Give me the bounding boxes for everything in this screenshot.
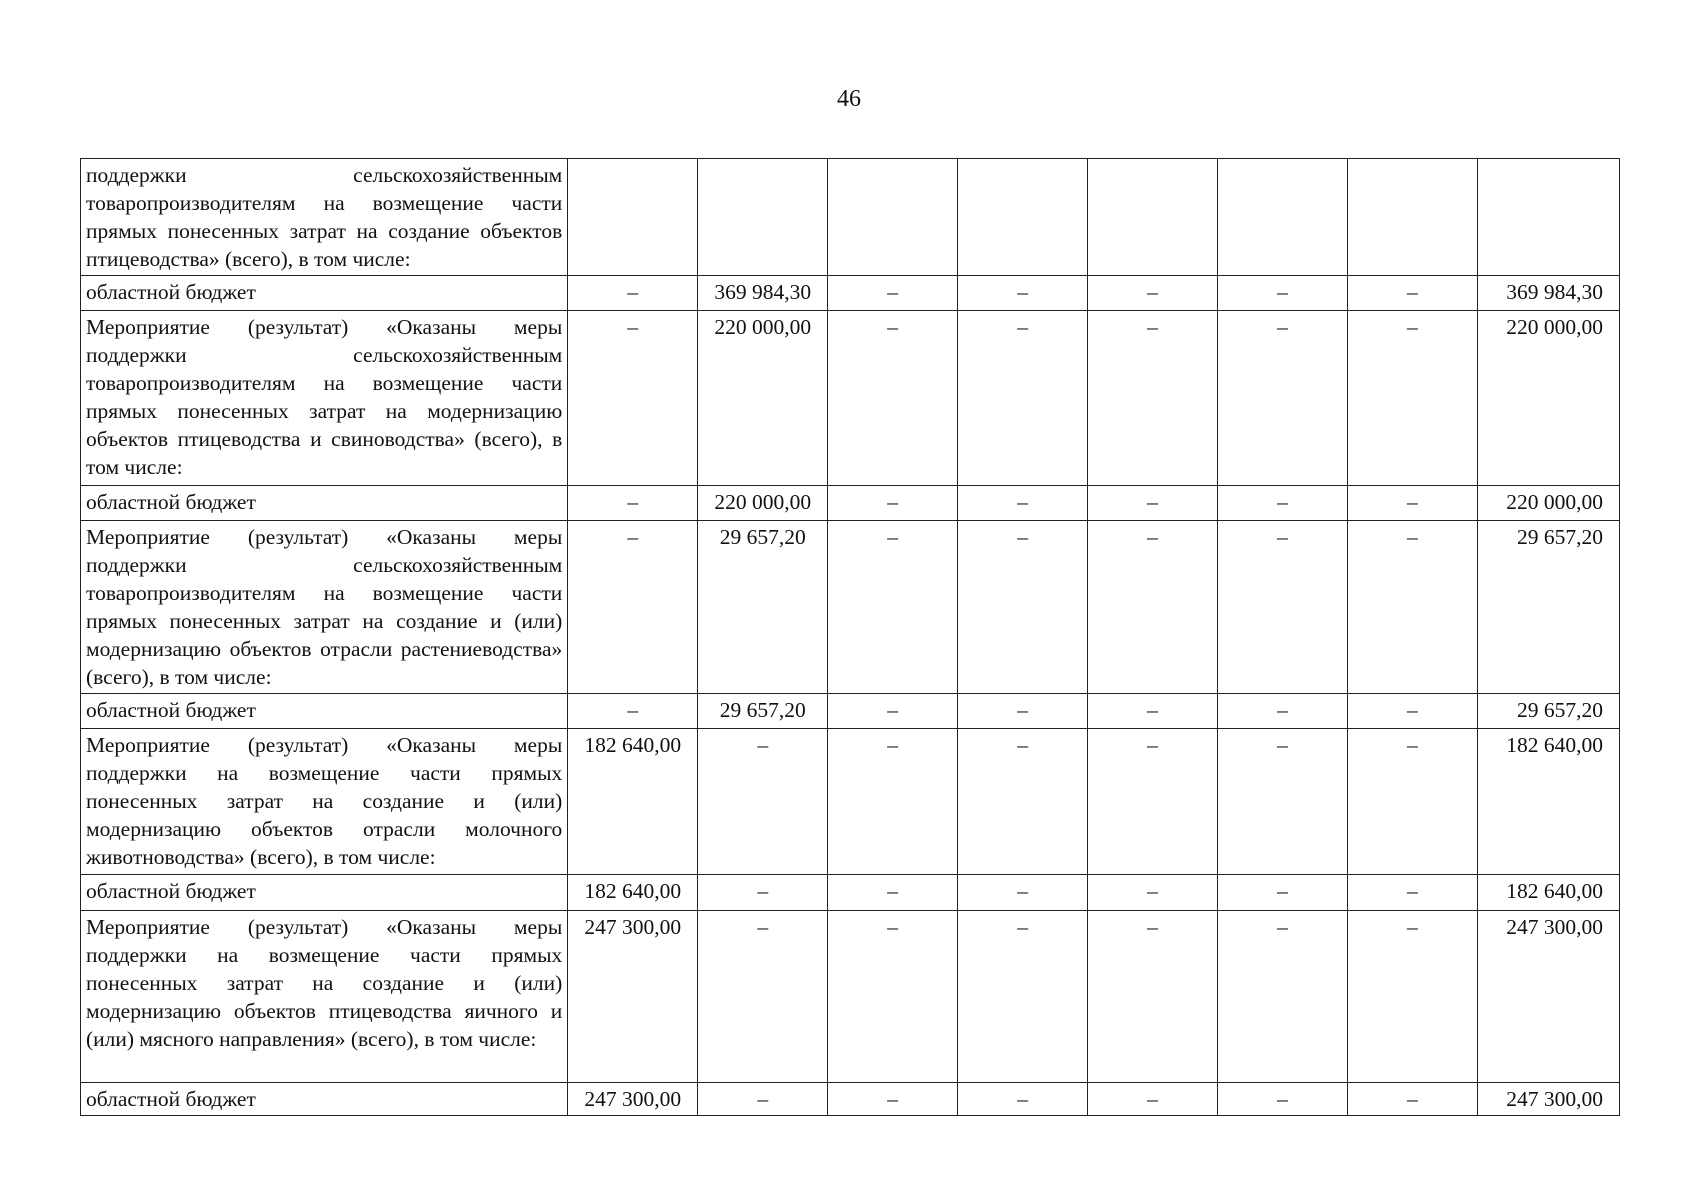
amount-cell [568, 159, 698, 276]
amount-cell: – [1088, 729, 1218, 875]
amount-cell: – [1217, 486, 1347, 521]
amount-cell: – [828, 1083, 958, 1116]
budget-row [81, 276, 1620, 311]
amount-cell: – [1088, 875, 1218, 911]
amount-cell: – [1217, 276, 1347, 311]
total-amount-cell: 182 640,00 [1477, 875, 1619, 911]
amount-cell: – [1217, 311, 1347, 486]
amount-cell: – [958, 911, 1088, 1083]
amount-cell: 369 984,30 [698, 276, 828, 311]
measure-row [81, 159, 1620, 276]
amount-cell: 182 640,00 [568, 875, 698, 911]
amount-cell [698, 159, 828, 276]
budget-row [81, 486, 1620, 521]
amount-cell: – [958, 694, 1088, 729]
amount-cell: – [958, 486, 1088, 521]
measure-row [81, 311, 1620, 486]
amount-cell: 220 000,00 [698, 311, 828, 486]
funding-source-cell: областной бюджет [81, 276, 568, 311]
amount-cell: – [568, 521, 698, 694]
total-amount-cell: 247 300,00 [1477, 1083, 1619, 1116]
total-amount-cell: 369 984,30 [1477, 276, 1619, 311]
amount-cell: – [828, 486, 958, 521]
amount-cell: – [698, 911, 828, 1083]
total-amount-cell: 220 000,00 [1477, 486, 1619, 521]
funding-source-cell: областной бюджет [81, 1083, 568, 1116]
amount-cell [1088, 159, 1218, 276]
funding-source-cell: областной бюджет [81, 875, 568, 911]
amount-cell: – [958, 875, 1088, 911]
amount-cell: – [1347, 1083, 1477, 1116]
amount-cell: – [568, 486, 698, 521]
amount-cell: – [698, 875, 828, 911]
amount-cell: – [828, 521, 958, 694]
amount-cell: – [1088, 694, 1218, 729]
measure-description-cell: Мероприятие (результат) «Оказаны меры поддержки на возмещение части прямых понесенных затрат на создание и (или) модернизацию объектов птицеводства яичного и (или) мясного направления» (всего), в том числе: [81, 911, 568, 1083]
amount-cell [1347, 159, 1477, 276]
budget-row [81, 1083, 1620, 1116]
total-amount-cell: 29 657,20 [1477, 694, 1619, 729]
total-amount-cell: 220 000,00 [1477, 311, 1619, 486]
amount-cell: – [828, 875, 958, 911]
amount-cell: – [1088, 311, 1218, 486]
amount-cell: – [568, 311, 698, 486]
amount-cell: – [958, 276, 1088, 311]
amount-cell: 247 300,00 [568, 911, 698, 1083]
amount-cell: – [958, 1083, 1088, 1116]
amount-cell: – [828, 276, 958, 311]
budget-row [81, 875, 1620, 911]
funding-source-cell: областной бюджет [81, 486, 568, 521]
amount-cell: – [828, 311, 958, 486]
amount-cell: – [828, 694, 958, 729]
measure-row [81, 911, 1620, 1083]
amount-cell: – [1217, 875, 1347, 911]
amount-cell [828, 159, 958, 276]
amount-cell: – [1217, 1083, 1347, 1116]
amount-cell: – [1217, 694, 1347, 729]
total-amount-cell: 29 657,20 [1477, 521, 1619, 694]
amount-cell: 220 000,00 [698, 486, 828, 521]
funding-source-cell: областной бюджет [81, 694, 568, 729]
measure-description-cell: поддержки сельскохозяйственным товаропроизводителям на возмещение части прямых понесенных затрат на создание объектов птицеводства» (всего), в том числе: [81, 159, 568, 276]
amount-cell: – [958, 729, 1088, 875]
amount-cell: 247 300,00 [568, 1083, 698, 1116]
amount-cell: – [1088, 486, 1218, 521]
measure-description-cell: Мероприятие (результат) «Оказаны меры поддержки сельскохозяйственным товаропроизводителям на возмещение части прямых понесенных затрат на создание и (или) модернизацию объектов отрасли растениеводства» (всего), в том числе: [81, 521, 568, 694]
amount-cell: – [1217, 911, 1347, 1083]
measure-row [81, 729, 1620, 875]
amount-cell: – [698, 1083, 828, 1116]
budget-row [81, 694, 1620, 729]
amount-cell: – [1347, 694, 1477, 729]
amount-cell: 29 657,20 [698, 694, 828, 729]
amount-cell: – [1347, 276, 1477, 311]
page-number: 46 [837, 86, 861, 112]
financing-table [80, 158, 1620, 1116]
amount-cell: – [1217, 521, 1347, 694]
amount-cell: – [1347, 911, 1477, 1083]
amount-cell: – [958, 311, 1088, 486]
total-amount-cell: 247 300,00 [1477, 911, 1619, 1083]
amount-cell: – [1347, 311, 1477, 486]
amount-cell: 29 657,20 [698, 521, 828, 694]
amount-cell: – [568, 694, 698, 729]
total-amount-cell [1477, 159, 1619, 276]
measure-description-cell: Мероприятие (результат) «Оказаны меры поддержки сельскохозяйственным товаропроизводителям на возмещение части прямых понесенных затрат на модернизацию объектов птицеводства и свиноводства» (всего), в том числе: [81, 311, 568, 486]
amount-cell [958, 159, 1088, 276]
amount-cell: – [1347, 729, 1477, 875]
total-amount-cell: 182 640,00 [1477, 729, 1619, 875]
measure-row [81, 521, 1620, 694]
amount-cell [1217, 159, 1347, 276]
amount-cell: – [1088, 276, 1218, 311]
amount-cell: – [698, 729, 828, 875]
amount-cell: – [958, 521, 1088, 694]
amount-cell: – [1347, 486, 1477, 521]
amount-cell: – [568, 276, 698, 311]
amount-cell: – [1347, 521, 1477, 694]
amount-cell: 182 640,00 [568, 729, 698, 875]
amount-cell: – [1347, 875, 1477, 911]
amount-cell: – [1217, 729, 1347, 875]
amount-cell: – [828, 729, 958, 875]
measure-description-cell: Мероприятие (результат) «Оказаны меры поддержки на возмещение части прямых понесенных затрат на создание и (или) модернизацию объектов отрасли молочного животноводства» (всего), в том числе: [81, 729, 568, 875]
table-body [81, 159, 1620, 1116]
amount-cell: – [1088, 521, 1218, 694]
amount-cell: – [1088, 1083, 1218, 1116]
amount-cell: – [828, 911, 958, 1083]
amount-cell: – [1088, 911, 1218, 1083]
